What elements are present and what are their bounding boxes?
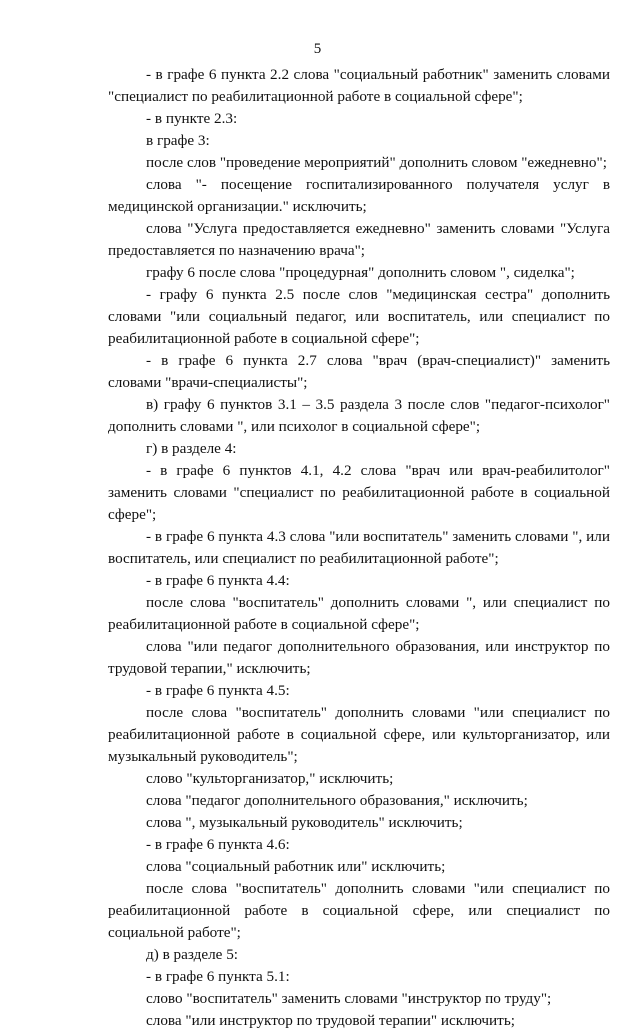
paragraph-24: после слова "воспитатель" дополнить словами "или специалист по реабилитационной работе в социальной сфере, или специалист по социальной работе";	[108, 880, 610, 941]
paragraph-1: - в графе 6 пункта 2.2 слова "социальный работник" заменить словами "специалист по реабилитационной работе в социальной сфере";	[108, 66, 610, 105]
paragraph-22: - в графе 6 пункта 4.6:	[146, 836, 290, 853]
paragraph-2: - в пункте 2.3:	[146, 110, 238, 127]
paragraph-21: слова ", музыкальный руководитель" исключить;	[146, 814, 463, 831]
paragraph-18: после слова "воспитатель" дополнить словами "или специалист по реабилитационной работе в социальной сфере, или культорганизатор, или музыкальный руководитель";	[108, 704, 610, 765]
paragraph-11: г) в разделе 4:	[146, 440, 237, 457]
paragraph-5: слова "- посещение госпитализированного получателя услуг в медицинской организации." исключить;	[108, 176, 610, 215]
paragraph-4: после слов "проведение мероприятий" дополнить словом "ежедневно";	[146, 154, 607, 171]
paragraph-15: после слова "воспитатель" дополнить словами ", или специалист по реабилитационной работе в социальной сфере";	[108, 594, 610, 633]
paragraph-8: - графу 6 пункта 2.5 после слов "медицинская сестра" дополнить словами "или социальный педагог, или воспитатель, или специалист по реабилитационной работе в социальной сфере";	[108, 286, 610, 347]
paragraph-13: - в графе 6 пункта 4.3 слова "или воспитатель" заменить словами ", или воспитатель, или специалист по реабилитационной работе";	[108, 528, 610, 567]
paragraph-16: слова "или педагог дополнительного образования, или инструктор по трудовой терапии," исключить;	[108, 638, 610, 677]
paragraph-17: - в графе 6 пункта 4.5:	[146, 682, 290, 699]
paragraph-12: - в графе 6 пунктов 4.1, 4.2 слова "врач или врач-реабилитолог" заменить словами "специалист по реабилитационной работе в социальной сфере";	[108, 462, 610, 523]
paragraph-19: слово "культорганизатор," исключить;	[146, 770, 394, 787]
paragraph-9: - в графе 6 пункта 2.7 слова "врач (врач-специалист)" заменить словами "врачи-специалисты";	[108, 352, 610, 391]
paragraph-20: слова "педагог дополнительного образования," исключить;	[146, 792, 528, 809]
paragraph-14: - в графе 6 пункта 4.4:	[146, 572, 290, 589]
paragraph-23: слова "социальный работник или" исключить;	[146, 858, 446, 875]
paragraph-7: графу 6 после слова "процедурная" дополнить словом ", сиделка";	[146, 264, 575, 281]
document-body	[108, 64, 610, 1032]
page-number: 5	[313, 41, 322, 57]
paragraph-6: слова "Услуга предоставляется ежедневно" заменить словами "Услуга предоставляется по назначению врача";	[108, 220, 610, 259]
paragraph-3: в графе 3:	[146, 132, 210, 149]
paragraph-27: слово "воспитатель" заменить словами "инструктор по труду";	[146, 990, 552, 1007]
paragraph-26: - в графе 6 пункта 5.1:	[146, 968, 290, 985]
paragraph-25: д) в разделе 5:	[146, 946, 239, 963]
paragraph-28: слова "или инструктор по трудовой терапии" исключить;	[146, 1012, 515, 1029]
paragraph-10: в) графу 6 пунктов 3.1 – 3.5 раздела 3 после слов "педагог-психолог" дополнить словами ", или психолог в социальной сфере";	[108, 396, 610, 435]
